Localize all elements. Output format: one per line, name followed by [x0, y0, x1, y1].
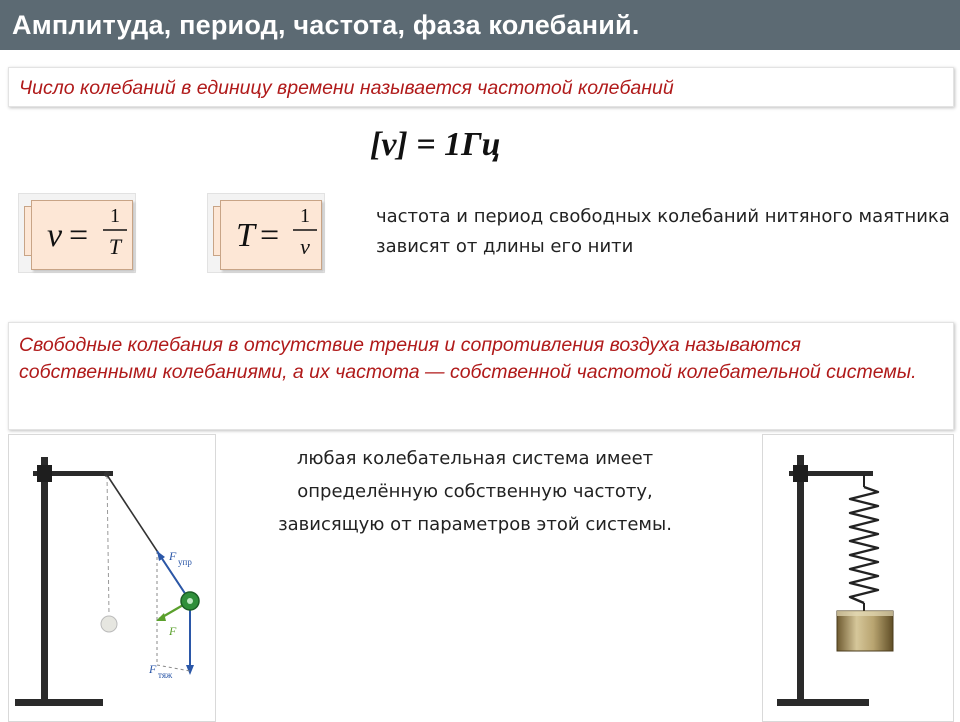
spring-coil [850, 487, 878, 603]
definition-natural-box [8, 322, 954, 430]
pendulum-svg [9, 435, 215, 721]
formula-frequency-denominator: T [108, 234, 122, 259]
formula-period-card [207, 193, 325, 273]
formula-period-denominator: ν [300, 234, 310, 259]
formula-frequency-card [18, 193, 136, 273]
unit-formula: [ν] = 1Гц [370, 126, 501, 163]
formula-period-numerator: 1 [300, 205, 310, 227]
definition-frequency-text: Число колебаний в единицу времени называется частотой колебаний [19, 77, 674, 99]
pendulum-dependence-note: частота и период свободных колебаний нитяного маятника зависят от длины его нити [376, 206, 950, 257]
label-f: F [169, 624, 177, 638]
slide-title: Амплитуда, период, частота, фаза колебаний. [12, 10, 640, 40]
spring-pendulum-illustration [762, 434, 954, 722]
stand-base [15, 699, 103, 706]
definition-frequency-box [8, 67, 954, 107]
title-bar [0, 0, 960, 50]
pendulum-illustration [8, 434, 216, 722]
label-f-tyazh-sub: тяж [158, 670, 173, 680]
ghost-bob [101, 616, 117, 632]
formula-frequency-numerator: 1 [110, 205, 120, 227]
formula-frequency-eq: = [69, 217, 89, 254]
natural-frequency-note: любая колебательная система имеет определённую собственную частоту, зависящую от параметров этой системы. [278, 448, 672, 535]
stand-clamp [793, 465, 808, 482]
formula-frequency-lhs: ν [47, 217, 63, 254]
label-f-upr-sub: упр [178, 557, 192, 567]
weight-top [837, 611, 893, 616]
stand-rod [41, 457, 48, 701]
weight-block [837, 611, 893, 651]
formula-frequency-svg [19, 194, 135, 272]
equilibrium-thread [107, 475, 109, 615]
formula-period-lhs: T [236, 217, 255, 254]
stand-base [777, 699, 869, 706]
bob-highlight [187, 598, 193, 604]
spring-svg [763, 435, 953, 721]
formula-period-svg [208, 194, 324, 272]
stand-clamp [37, 465, 52, 482]
stand-rod [797, 455, 804, 701]
formula-period-eq: = [260, 217, 280, 254]
label-f-upr: F [169, 549, 177, 563]
label-f-tyazh: F [149, 662, 157, 676]
definition-natural-text: Свободные колебания в отсутствие трения и сопротивления воздуха называются собственными колебаниями, а их частота — собственной частотой колебательной системы. [19, 334, 917, 383]
